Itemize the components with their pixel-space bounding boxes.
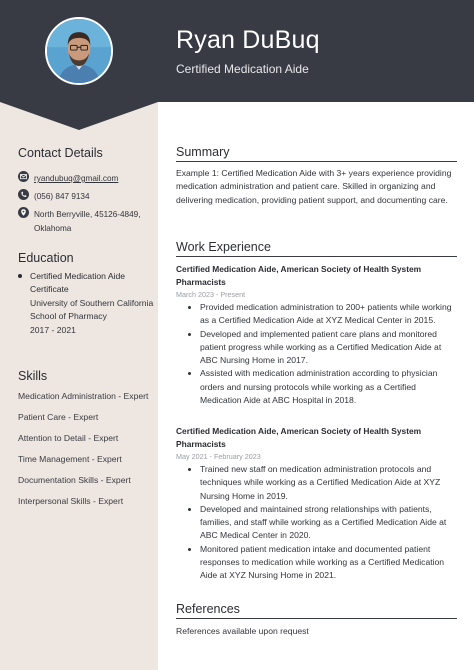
job-title: Certified Medication Aide, American Society of Health System Pharmacists [176,426,422,449]
skill-item: Time Management - Expert [18,454,122,464]
education-degree: Certified Medication Aide Certificate [30,271,126,295]
references-heading: References [176,602,457,619]
education-years: 2017 - 2021 [30,324,76,335]
candidate-title: Certified Medication Aide [176,62,309,76]
job-bullet: • Assisted with medication administration according to physician orders and nursing protocols while working as a Certified Medication Aide at ABC Hospital in 2018. [200,367,457,407]
education-heading: Education [18,251,74,265]
job-entry [176,263,457,407]
email-link[interactable]: ryandubuq@gmail.com [34,174,119,183]
header-chevron [0,101,158,131]
job-bullet: • Trained new staff on medication administration protocols and techniques while working as a Certified Medication Aide at XYZ Nursing Home in 2019. [200,463,457,503]
job-bullet: • Developed and maintained strong relationships with patients, families, and staff while working as a Certified Medication Aide at ABC Medical Center in 2020. [200,503,457,543]
envelope-icon [18,171,29,182]
skill-item: Patient Care - Expert [18,412,99,422]
profile-photo [45,17,113,85]
skill-item: Attention to Detail - Expert [18,433,119,443]
phone-number: (056) 847 9134 [34,192,90,201]
skill-item: Medication Administration - Expert [18,391,149,401]
job-dates: May 2021 - February 2023 [176,452,261,461]
experience-heading: Work Experience [176,240,457,257]
job-bullets [176,463,457,583]
job-bullets [176,301,457,407]
job-bullet: • Monitored patient medication intake and documented patient responses to medication while working as a Certified Medication Aide at XYZ Nursing Home in 2021. [200,543,457,583]
skill-item: Interpersonal Skills - Expert [18,496,124,506]
education-entry [18,270,154,337]
job-bullet: • Provided medication administration to 200+ patients while working as a Certified Medication Aide at XYZ Medical Center in 2015. [200,301,457,328]
education-school: University of Southern California School of Pharmacy [30,297,154,322]
location-pin-icon [18,207,29,218]
skill-item: Documentation Skills - Expert [18,475,131,485]
job-bullet: • Developed and implemented patient care plans and monitored patient progress while working as a Certified Medication Aide at ABC Nursing Home in 2017. [200,328,457,368]
phone-icon [18,189,29,200]
summary-text: Example 1: Certified Medication Aide with 3+ years experience providing medication administration and patient care. Skilled in organizing and delivering medication, providing patient support, and documenting care. [176,168,452,205]
skills-list [18,390,154,516]
job-title: Certified Medication Aide, American Society of Health System Pharmacists [176,264,422,287]
sidebar [0,102,158,670]
candidate-name: Ryan DuBuq [176,26,320,54]
references-text: References available upon request [176,626,309,636]
job-entry [176,425,457,583]
education-bullet [18,274,22,278]
summary-heading: Summary [176,145,457,162]
contact-heading: Contact Details [18,146,103,160]
address-text: North Berryville, 45126-4849, Oklahoma [34,210,141,233]
skills-heading: Skills [18,369,48,383]
job-dates: March 2023 - Present [176,290,246,299]
